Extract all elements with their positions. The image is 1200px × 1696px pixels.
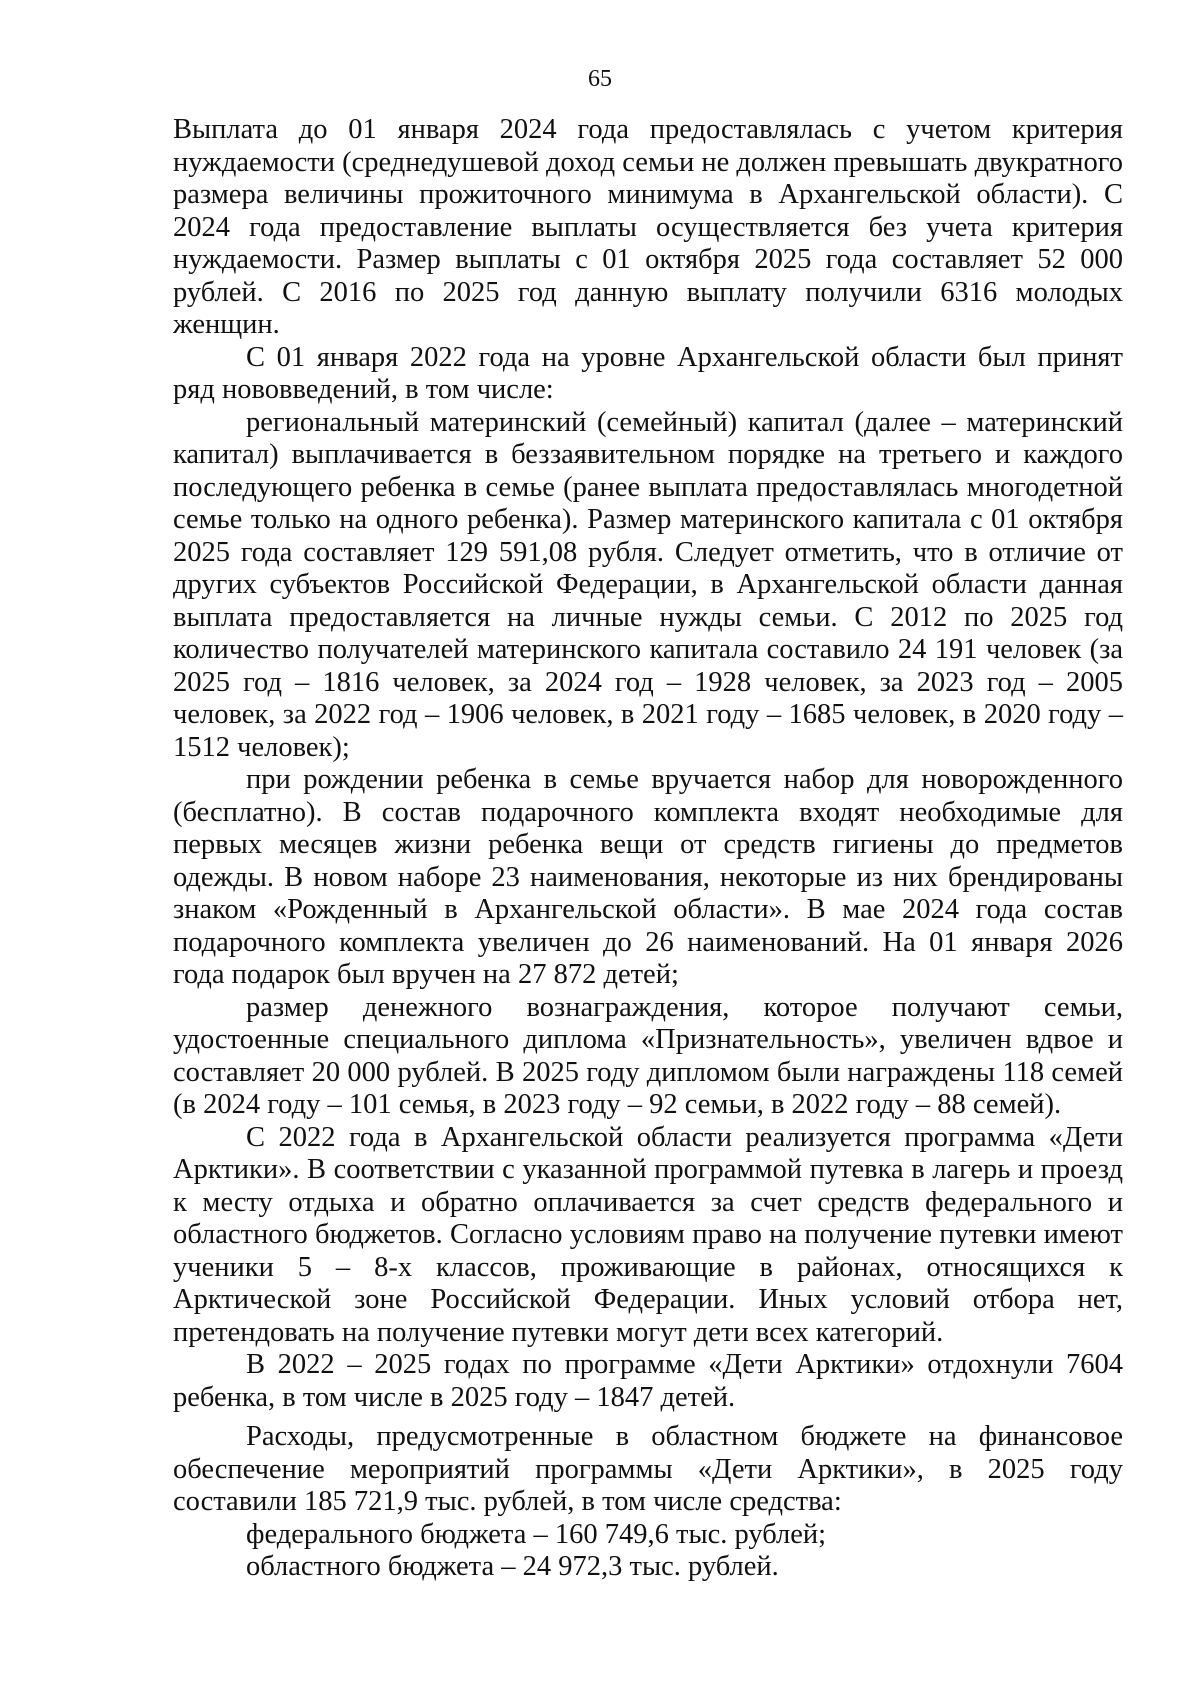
paragraph-program-expenses: Расходы, предусмотренные в областном бюджете на финансовое обеспечение мероприятий программы «Дети Арктики», в 2025 году составили 185 721,9 тыс. рублей, в том числе средства: [173, 1421, 1123, 1517]
paragraph-newborn-kit: при рождении ребенка в семье вручается набор для новорожденного (бесплатно). В состав подарочного комплекта входят необходимые для первых месяцев жизни ребенка вещи от средств гигиены до предметов одежды. В новом наборе 23 наименования, некоторые из них брендированы знаком «Рожденный в Архангельской области». В мае 2024 года состав подарочного комплекта увеличен до 26 наименований. На 01 января 2026 года подарок был вручен на 27 872 детей; [173, 764, 1123, 990]
paragraph-arctic-children-results: В 2022 – 2025 годах по программе «Дети Арктики» отдохнули 7604 ребенка, в том числе в 2025 году – 1847 детей. [173, 1349, 1123, 1413]
paragraph-arctic-children-program: С 2022 года в Архангельской области реализуется программа «Дети Арктики». В соответствии с указанной программой путевка в лагерь и проезд к месту отдыха и обратно оплачивается за счет средств федерального и областного бюджетов. Согласно условиям право на получение путевки имеют ученики 5 – 8-х классов, проживающие в районах, относящихся к Арктической зоне Российской Федерации. Иных условий отбора нет, претендовать на получение путевки могут дети всех категорий. [173, 1121, 1123, 1348]
paragraph-federal-budget: федерального бюджета – 160 749,6 тыс. рублей; [246, 1518, 827, 1550]
paragraph-innovations-2022: С 01 января 2022 года на уровне Архангельской области был принят ряд нововведений, в том числе: [173, 341, 1123, 405]
paragraph-gratitude-diploma: размер денежного вознаграждения, которое получают семьи, удостоенные специального диплома «Признательность», увеличен вдвое и составляет 20 000 рублей. В 2025 году дипломом были награждены 118 семей (в 2024 году – 101 семья, в 2023 году – 92 семьи, в 2022 году – 88 семей). [173, 991, 1123, 1120]
paragraph-maternity-capital: региональный материнский (семейный) капитал (далее – материнский капитал) выплачивается в беззаявительном порядке на третьего и каждого последующего ребенка в семье (ранее выплата предоставлялась многодетной семье только на одного ребенка). Размер материнского капитала с 01 октября 2025 года составляет 129 591,08 рубля. Следует отметить, что в отличие от других субъектов Российской Федерации, в Архангельской области данная выплата предоставляется на личные нужды семьи. С 2012 по 2025 год количество получателей материнского капитала составило 24 191 человек (за 2025 год – 1816 человек, за 2024 год – 1928 человек, за 2023 год – 2005 человек, за 2022 год – 1906 человек, в 2021 году – 1685 человек, в 2020 году – 1512 человек); [173, 406, 1123, 763]
page-number: 65 [588, 66, 612, 92]
paragraph-payment-criteria: Выплата до 01 января 2024 года предоставлялась с учетом критерия нуждаемости (среднедушевой доход семьи не должен превышать двукратного размера величины прожиточного минимума в Архангельской области). С 2024 года предоставление выплаты осуществляется без учета критерия нуждаемости. Размер выплаты с 01 октября 2025 года составляет 52 000 рублей. С 2016 по 2025 год данную выплату получили 6316 молодых женщин. [173, 114, 1123, 340]
document-body [173, 114, 1123, 1584]
paragraph-regional-budget: областного бюджета – 24 972,3 тыс. рублей. [246, 1551, 779, 1582]
